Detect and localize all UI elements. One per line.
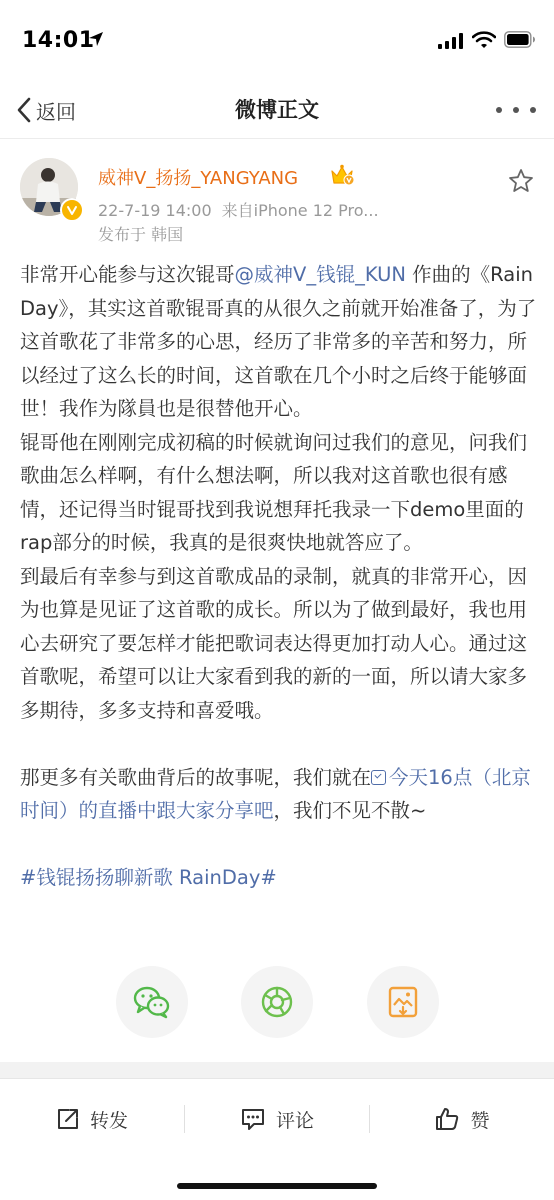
paragraph-2: 锟哥他在刚刚完成初稿的时候就询问过我们的意见，问我们歌曲怎么样啊，有什么想法啊，所以我对这首歌也很有感情，还记得当时锟哥找到我说想拜托我录一下demo里面的rap部分的时候，我真的是很爽快地就答应了。 <box>20 430 528 554</box>
paragraph-1-start: 非常开心能参与这次锟哥 <box>20 263 235 286</box>
more-dot-icon <box>513 107 519 113</box>
moments-icon <box>260 985 294 1019</box>
battery-icon <box>504 31 536 48</box>
comment-button[interactable] <box>185 1079 369 1159</box>
livestream-link-text: 今天16点（北京时间）的直播中跟大家分享吧 <box>20 765 531 822</box>
page-title: 微博正文 <box>235 98 319 122</box>
paragraph-1-end: 作曲的《Rain Day》，其实这首歌锟哥真的从很久之前就开始准备了，为了这首歌花了非常多的心思，经历了非常多的辛苦和努力，所以经过了这么长的时间，这首歌在几个小时之后终于能够面世！我作为隊員也是很替他开心。 <box>20 263 537 420</box>
post-source: 来自iPhone 12 Pro... <box>221 201 379 220</box>
repost-label: 转发 <box>89 1109 128 1132</box>
share-wechat-button[interactable] <box>116 966 188 1038</box>
home-indicator[interactable] <box>177 1183 377 1189</box>
share-moments-button[interactable] <box>241 966 313 1038</box>
cellular-signal-icon <box>438 33 464 49</box>
thumbs-up-icon <box>434 1106 460 1132</box>
back-label: 返回 <box>36 99 76 124</box>
more-options-button[interactable] <box>496 96 536 124</box>
paragraph-1 <box>20 258 538 426</box>
comment-icon <box>240 1107 266 1131</box>
paragraph-4 <box>20 761 538 828</box>
post-content <box>20 258 538 895</box>
comment-label: 评论 <box>275 1109 314 1132</box>
username[interactable]: 威神V_扬扬_YANGYANG <box>98 168 299 189</box>
save-image-button[interactable] <box>367 966 439 1038</box>
mention-link[interactable]: @威神V_钱锟_KUN <box>234 263 406 286</box>
more-dot-icon <box>496 107 502 113</box>
more-dot-icon <box>530 107 536 113</box>
status-time: 14:01 <box>22 28 95 53</box>
blank-line <box>20 727 538 761</box>
verified-badge-icon <box>60 198 84 222</box>
location-arrow-icon <box>88 31 104 47</box>
post-meta <box>98 198 379 221</box>
blank-line <box>20 828 538 862</box>
paragraph-3: 到最后有幸参与到这首歌成品的录制，就真的非常开心，因为也算是见证了这首歌的成长。所以为了做到最好，我也用心去研究了要怎样才能把歌词表达得更加打动人心。通过这首歌呢，希望可以让大家看到我的新的一面，所以请大家多多期待，多多支持和喜爱哦。 <box>20 564 528 722</box>
paragraph-4-end: ，我们不见不散~ <box>273 799 427 822</box>
repost-button[interactable] <box>0 1079 184 1159</box>
like-button[interactable] <box>370 1079 554 1159</box>
share-row <box>0 966 554 1038</box>
calendar-check-icon <box>371 770 386 785</box>
repost-icon <box>56 1107 80 1131</box>
favorite-star-icon[interactable] <box>508 168 534 194</box>
hashtag-link[interactable]: #钱锟扬扬聊新歌 RainDay# <box>20 866 277 889</box>
paragraph-4-start: 那更多有关歌曲背后的故事呢，我们就在 <box>20 765 372 789</box>
wechat-icon <box>133 985 171 1019</box>
vip-crown-icon <box>330 163 356 187</box>
save-image-icon <box>387 985 419 1019</box>
post-location: 发布于 韩国 <box>98 225 184 244</box>
action-bar <box>0 1078 554 1159</box>
status-bar <box>0 0 554 82</box>
nav-bar <box>0 82 554 139</box>
post-timestamp: 22-7-19 14:00 <box>98 201 212 220</box>
wifi-icon <box>472 31 496 49</box>
section-separator <box>0 1062 554 1078</box>
like-label: 赞 <box>470 1109 490 1132</box>
